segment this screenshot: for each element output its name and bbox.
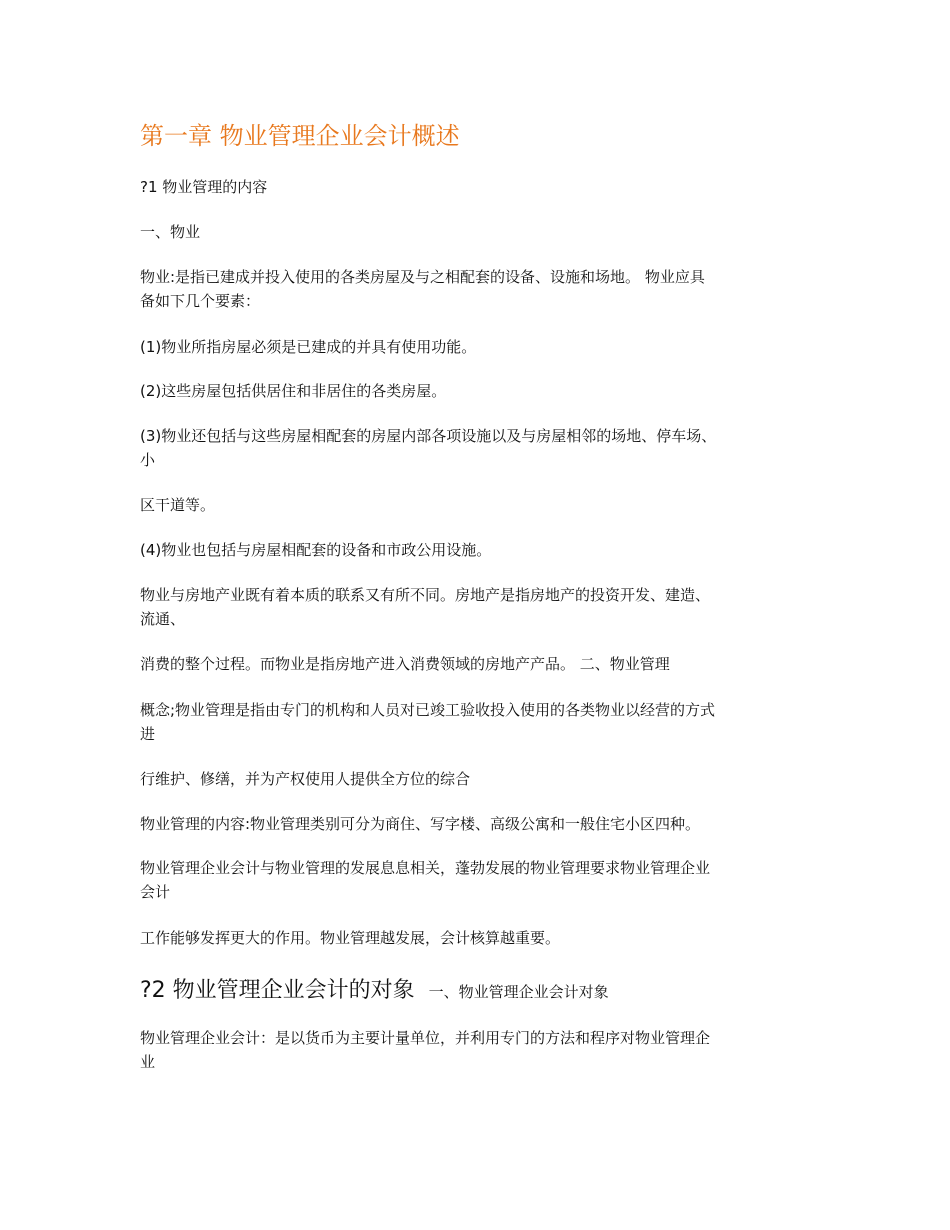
para-concept-line-2: 进 [140,725,156,743]
para-realestate-line-1: 物业与房地产业既有着本质的联系又有所不同。房地产是指房地产的投资开发、建造、 [140,586,711,604]
para-realestate-line-3: 消费的整个过程。而物业是指房地产进入消费领域的房地产产品。 二、物业管理 [140,655,670,673]
para-development-line-3: 工作能够发挥更大的作用。物业管理越发展，会计核算越重要。 [140,929,561,947]
section-1-heading: ?1 物业管理的内容 [140,178,268,196]
para-realestate-line-2: 流通、 [140,610,186,628]
list-item-1: (1)物业所指房屋必须是已建成的并具有使用功能。 [140,338,477,356]
chapter-title: 第一章 物业管理企业会计概述 [140,122,460,150]
para-development-line-1: 物业管理企业会计与物业管理的发展息息相关，蓬勃发展的物业管理要求物业管理企业 [140,859,711,877]
list-item-2: (2)这些房屋包括供居住和非居住的各类房屋。 [140,382,447,400]
list-item-3-line-2: 小 [140,451,156,469]
para-content: 物业管理的内容:物业管理类别可分为商住、写字楼、高级公寓和一般住宅小区四种。 [140,815,701,833]
heading-property: 一、物业 [140,223,201,241]
para-accounting-line-1: 物业管理企业会计：是以货币为主要计量单位，并利用专门的方法和程序对物业管理企 [140,1029,711,1047]
section-2-heading [140,980,609,1002]
section-2-subheading: 一、物业管理企业会计对象 [428,983,609,1001]
list-item-3-line-1: (3)物业还包括与这些房屋相配套的房屋内部各项设施以及与房屋相邻的场地、停车场、 [140,427,717,445]
para-concept-line-1: 概念;物业管理是指由专门的机构和人员对已竣工验收投入使用的各类物业以经营的方式 [140,701,716,719]
para-definition-line-2: 备如下几个要素： [140,292,261,310]
section-2-title: ?2 物业管理企业会计的对象 [140,978,415,1003]
para-development-line-2: 会计 [140,883,171,901]
para-accounting-line-2: 业 [140,1053,156,1071]
para-concept-line-3: 行维护、修缮，并为产权使用人提供全方位的综合 [140,770,471,788]
list-item-4: (4)物业也包括与房屋相配套的设备和市政公用设施。 [140,541,492,559]
para-definition-line-1: 物业:是指已建成并投入使用的各类房屋及与之相配套的设备、设施和场地。 物业应具 [140,268,705,286]
list-item-3-line-3: 区干道等。 [140,496,216,514]
